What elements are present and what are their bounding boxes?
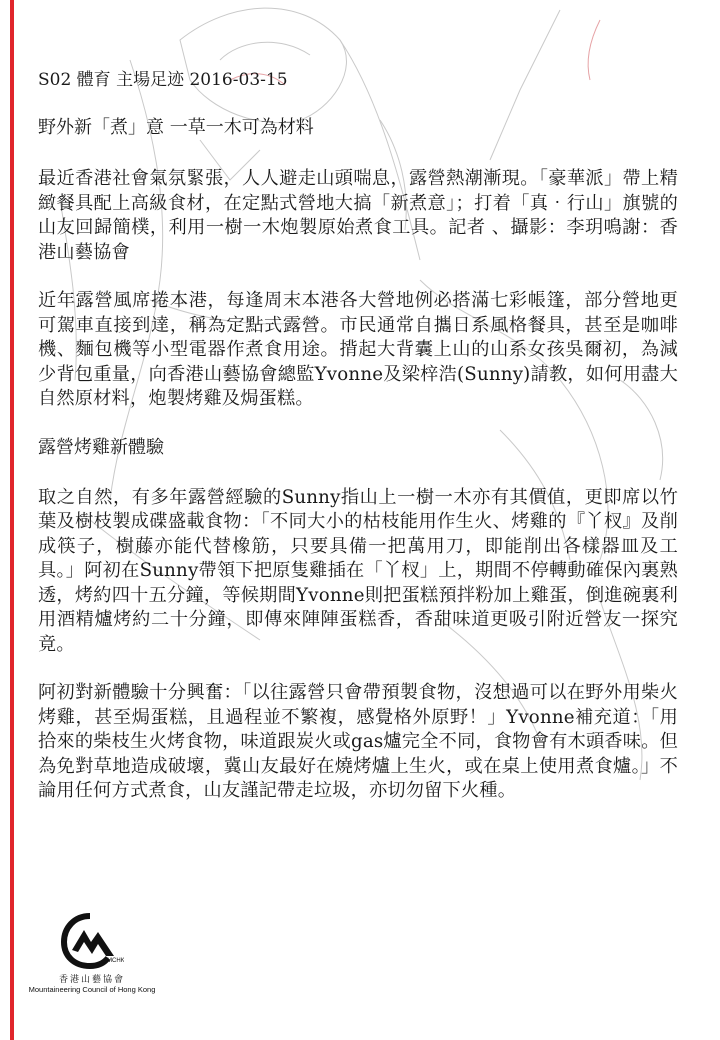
logo-name-en: Mountaineering Council of Hong Kong bbox=[28, 985, 156, 994]
mountaineering-council-logo bbox=[28, 912, 156, 1004]
article-subheading: 露營烤雞新體驗 bbox=[38, 436, 164, 458]
article-title: 野外新「煮」意 一草一木可為材料 bbox=[38, 117, 314, 138]
article-paragraph-3: 取之自然，有多年露營經驗的Sunny指山上一樹一木亦有其價值，更即席以竹葉及樹枝製成碟盛載食物：「不同大小的枯枝能用作生火、烤雞的『丫杈』及削成筷子，樹藤亦能代替橡筋，只要具備一把萬用刀，即能削出各樣器皿及工具。」阿初在Sunny帶領下把原隻雞插在「丫杈」上，期間不停轉動確保內裏熟透，烤約四十五分鐘，等候期間Yvonne則把蛋糕預拌粉加上雞蛋，倒進碗裏利用酒精爐烤約二十分鐘，即傳來陣陣蛋糕香，香甜味道更吸引附近營友一探究竟。 bbox=[38, 486, 678, 655]
logo-badge-text: MCHK bbox=[107, 958, 124, 964]
article bbox=[38, 68, 678, 828]
article-paragraph-4: 阿初對新體驗十分興奮：「以往露營只會帶預製食物，沒想過可以在野外用柴火烤雞，甚至焗蛋糕，且過程並不繁複，感覺格外原野！」Yvonne補充道：「用拾來的柴枝生火烤食物，味道跟炭火或gas爐完全不同，食物會有木頭香味。但為免對草地造成破壞，冀山友最好在燒烤爐上生火，或在桌上使用煮食爐。」不論用任何方式煮食，山友謹記帶走垃圾，亦切勿留下火種。 bbox=[38, 682, 678, 801]
article-paragraph-2: 近年露營風席捲本港，每逢周末本港各大營地例必搭滿七彩帳篷，部分營地更可駕車直接到達，稱為定點式露營。市民通常自攜日系風格餐具，甚至是咖啡機、麵包機等小型電器作煮食用途。揹起大背囊上山的山系女孩吳爾初，為減少背包重量，向香港山藝協會總監Yvonne及梁梓浩(Sunny)請教，如何用盡大自然原材料，炮製烤雞及焗蛋糕。 bbox=[38, 290, 678, 409]
article-intro: 最近香港社會氣氛緊張，人人避走山頭喘息，露營熱潮漸現。「豪華派」帶上精緻餐具配上高級食材，在定點式營地大搞「新煮意」；打着「真‧行山」旗號的山友回歸簡樸，利用一樹一木炮製原始煮食工具。記者 、攝影：李玥鳴謝：香港山藝協會 bbox=[38, 168, 678, 263]
article-header: S02 體育 主場足迹 2016-03-15 bbox=[38, 70, 288, 90]
mountain-logo-icon bbox=[60, 912, 124, 970]
logo-name-zh: 香港山藝協會 bbox=[58, 975, 125, 985]
left-accent-bar bbox=[10, 0, 14, 1040]
